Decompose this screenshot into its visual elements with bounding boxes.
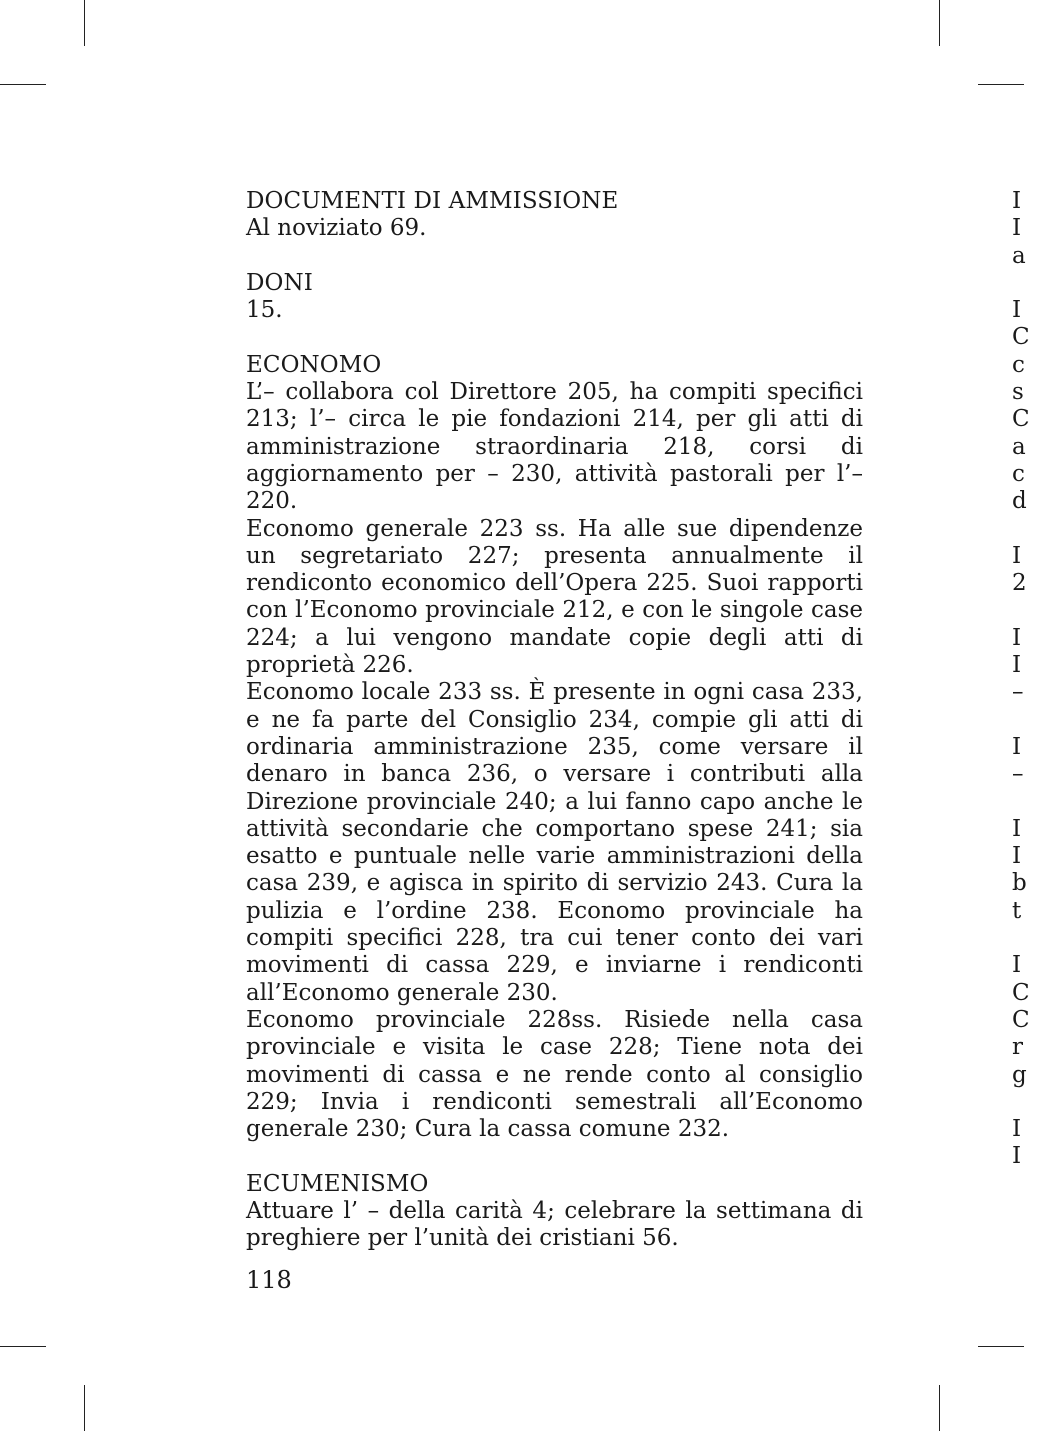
index-entry-ecumenismo xyxy=(246,1171,863,1253)
entry-heading: ECUMENISMO xyxy=(246,1170,429,1197)
fragment-letter: I xyxy=(1012,952,1022,979)
fragment-gap xyxy=(1012,707,1052,734)
fragment-letter: a xyxy=(1012,433,1026,460)
fragment-letter: t xyxy=(1012,897,1022,924)
fragment-letter: c xyxy=(1012,460,1025,487)
fragment-gap xyxy=(1012,789,1052,816)
crop-mark-top-left xyxy=(84,0,85,46)
fragment-letter: I xyxy=(1012,1143,1022,1170)
entry-heading: ECONOMO xyxy=(246,351,382,378)
facing-page-edge-fragments xyxy=(1012,188,1052,1171)
fragment-letter: d xyxy=(1012,488,1027,515)
entry-paragraph: L’– collabora col Direttore 205, ha compiti specifici 213; l’– circa le pie fondazioni 214, per gli atti di amministrazione straordinaria 218, corsi di aggiornamento per – 230, attività pastorali per l’– 220. xyxy=(246,379,863,515)
fragment-letter: I xyxy=(1012,297,1022,324)
index-entry-economo xyxy=(246,352,863,1144)
crop-mark-bottom-left-h xyxy=(0,1346,46,1347)
fragment-letter: I xyxy=(1012,188,1022,214)
fragment-letter: I xyxy=(1012,843,1022,870)
crop-mark-top-right xyxy=(939,0,940,46)
crop-mark-bottom-right-h xyxy=(978,1346,1024,1347)
fragment-letter: s xyxy=(1012,379,1024,406)
fragment-letter: – xyxy=(1012,761,1024,788)
fragment-letter: I xyxy=(1012,1116,1022,1143)
page-number: 118 xyxy=(246,1265,292,1294)
entry-paragraph: Economo generale 223 ss. Ha alle sue dipendenze un segretariato 227; presenta annualmente il rendiconto economico dell’Opera 225. Suoi rapporti con l’Economo provinciale 212, e con le singole case 224; a lui vengono mandate copie degli atti di proprietà 226. xyxy=(246,515,863,679)
fragment-letter: a xyxy=(1012,242,1026,269)
entry-paragraph: Al noviziato 69. xyxy=(246,215,427,242)
entry-paragraph: Economo locale 233 ss. È presente in ogni casa 233, e ne fa parte del Consiglio 234, compie gli atti di ordinaria amministrazione 235, come versare il denaro in banca 236, o versare i contributi alla Direzione provinciale 240; a lui fanno capo anche le attività secondarie che comportano spese 241; sia esatto e puntuale nelle varie amministrazioni della casa 239, e agisca in spirito di servizio 243. Cura la pulizia e l’ordine 238. Economo provinciale ha compiti specifici 228, tra cui tener conto dei vari movimenti di cassa 229, e inviarne i rendiconti all’Economo generale 230. xyxy=(246,679,863,1006)
fragment-letter: C xyxy=(1012,1006,1030,1033)
fragment-letter: g xyxy=(1012,1061,1027,1088)
crop-mark-top-right-h xyxy=(978,84,1024,85)
crop-mark-bottom-right xyxy=(939,1385,940,1431)
index-entry-doni xyxy=(246,270,863,325)
entry-paragraph: Attuare l’ – della carità 4; celebrare la settimana di preghiere per l’unità dei cristiani 56. xyxy=(246,1197,863,1252)
fragment-letter: I xyxy=(1012,542,1022,569)
fragment-gap xyxy=(1012,1089,1052,1116)
fragment-letter: c xyxy=(1012,351,1025,378)
fragment-letter: I xyxy=(1012,624,1022,651)
entry-paragraph: 15. xyxy=(246,297,283,324)
fragment-gap xyxy=(1012,270,1052,297)
index-page-column xyxy=(246,188,863,1294)
fragment-letter: C xyxy=(1012,406,1030,433)
fragment-letter: – xyxy=(1012,679,1024,706)
entry-heading: DONI xyxy=(246,269,313,296)
fragment-letter: I xyxy=(1012,215,1022,242)
index-entry-documenti-di-ammissione xyxy=(246,188,863,243)
fragment-letter: C xyxy=(1012,979,1030,1006)
fragment-letter: I xyxy=(1012,733,1022,760)
entry-heading: DOCUMENTI DI AMMISSIONE xyxy=(246,188,619,214)
fragment-letter: I xyxy=(1012,652,1022,679)
fragment-letter: I xyxy=(1012,815,1022,842)
fragment-letter: r xyxy=(1012,1034,1023,1061)
crop-mark-top-left-h xyxy=(0,84,46,85)
fragment-letter: C xyxy=(1012,324,1030,351)
fragment-gap xyxy=(1012,925,1052,952)
crop-mark-bottom-left xyxy=(84,1385,85,1431)
fragment-gap xyxy=(1012,597,1052,624)
entry-paragraph: Economo provinciale 228ss. Risiede nella casa provinciale e visita le case 228; Tiene nota dei movimenti di cassa e ne rende conto al consiglio 229; Invia i rendiconti semestrali all’Economo generale 230; Cura la cassa comune 232. xyxy=(246,1006,863,1143)
fragment-letter: b xyxy=(1012,870,1027,897)
fragment-letter: 2 xyxy=(1012,570,1027,597)
fragment-gap xyxy=(1012,516,1052,543)
